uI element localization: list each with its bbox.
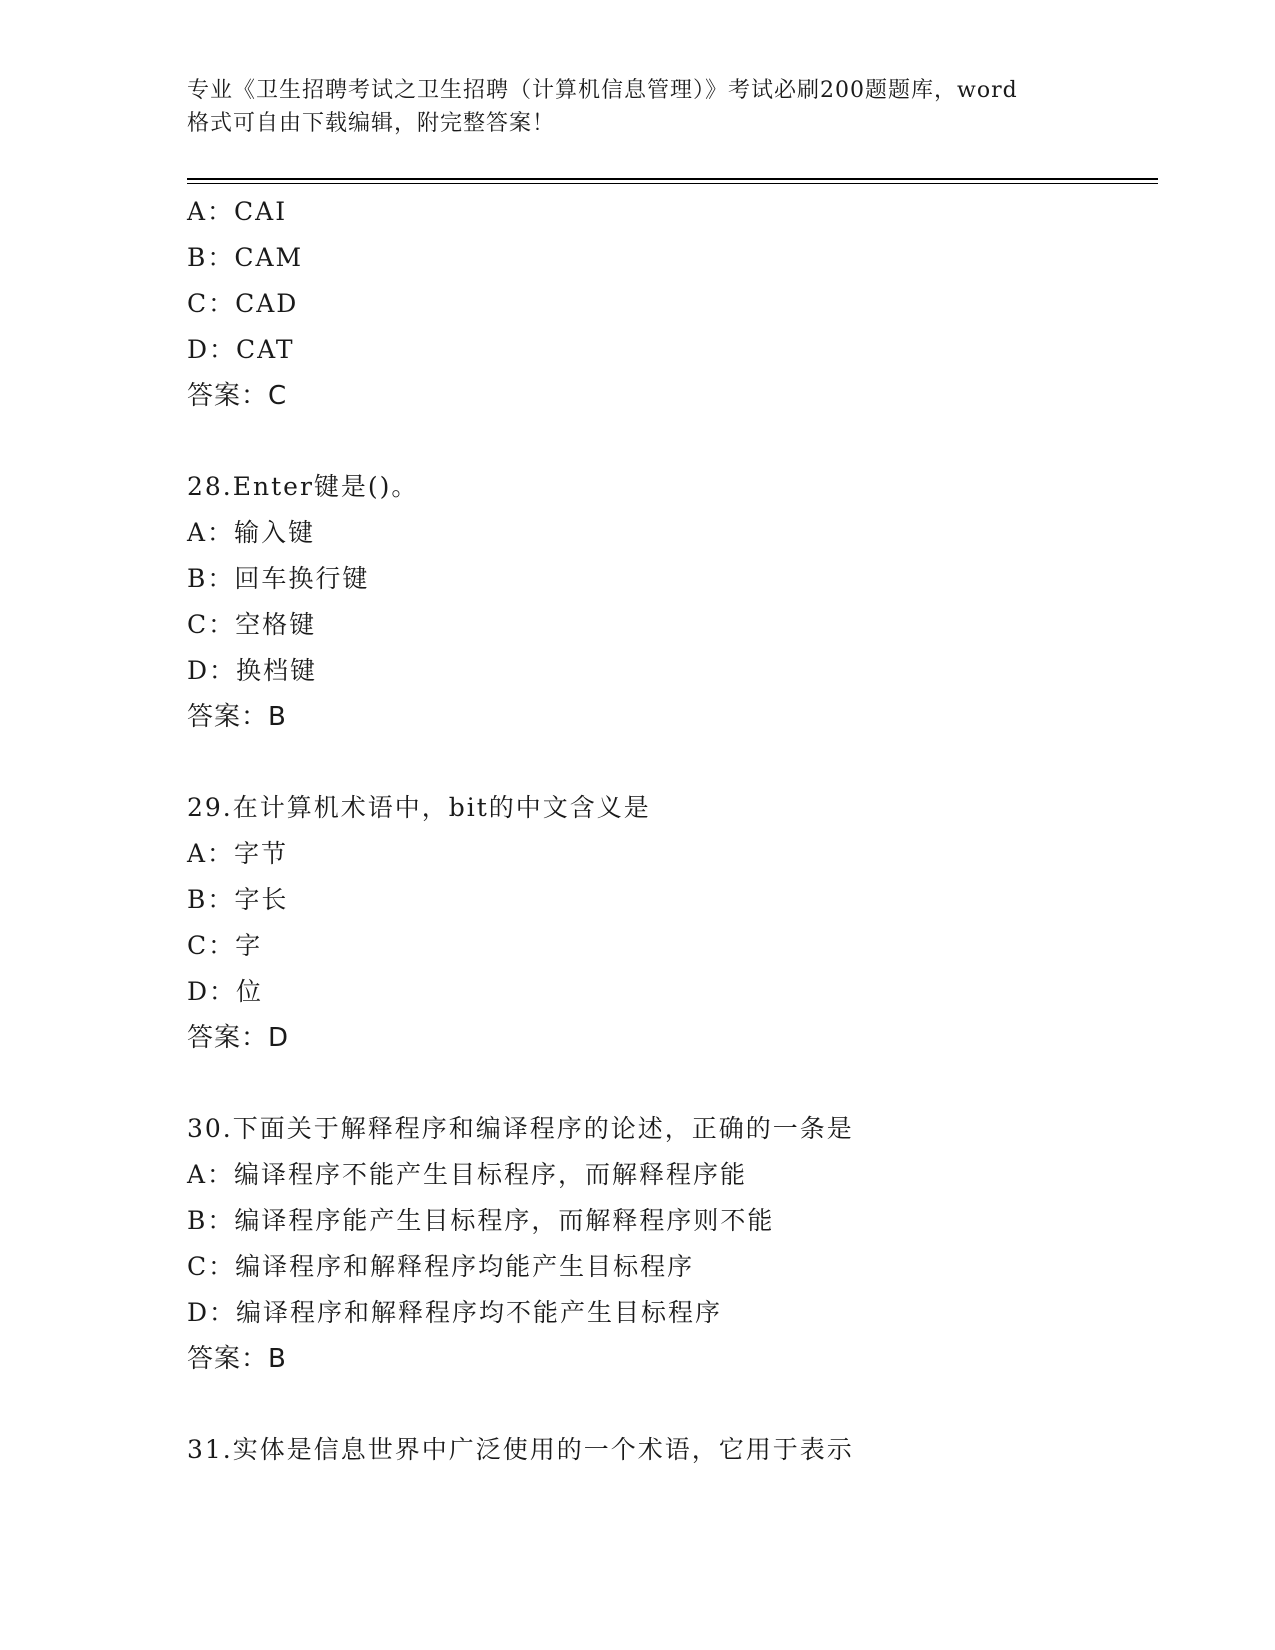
option-b: B：CAM (187, 243, 304, 272)
option-d: D：换档键 (187, 656, 318, 685)
question-29 (187, 785, 1167, 1061)
spacer (187, 1382, 1167, 1427)
header-title-line-2: 格式可自由下载编辑，附完整答案！ (187, 111, 556, 136)
option-c: C：字 (187, 931, 263, 960)
option-b: B：回车换行键 (187, 564, 370, 593)
option-d: D：编译程序和解释程序均不能产生目标程序 (187, 1298, 723, 1327)
document-header (187, 74, 1087, 140)
option-c: C：编译程序和解释程序均能产生目标程序 (187, 1252, 695, 1281)
option-d: D：位 (187, 977, 264, 1006)
question-30 (187, 1106, 1167, 1382)
option-c: C：空格键 (187, 610, 317, 639)
option-b: B：编译程序能产生目标程序，而解释程序则不能 (187, 1206, 775, 1235)
question-stem: 31.实体是信息世界中广泛使用的一个术语，它用于表示 (187, 1435, 854, 1464)
spacer (187, 419, 1167, 464)
option-a: A：字节 (187, 839, 289, 868)
question-stem: 30.下面关于解释程序和编译程序的论述，正确的一条是 (187, 1114, 854, 1143)
option-b: B：字长 (187, 885, 289, 914)
question-31 (187, 1427, 1167, 1473)
option-a: A：CAI (187, 197, 288, 226)
header-title-line-1: 专业《卫生招聘考试之卫生招聘（计算机信息管理）》考试必刷200题题库，word (187, 78, 1018, 103)
question-27-continued (187, 189, 1167, 419)
question-28 (187, 464, 1167, 740)
option-d: D：CAT (187, 335, 295, 364)
header-divider-thin (187, 183, 1158, 184)
question-stem: 29.在计算机术语中，bit的中文含义是 (187, 793, 651, 822)
header-divider-thick (187, 178, 1158, 180)
option-c: C：CAD (187, 289, 299, 318)
spacer (187, 740, 1167, 785)
answer: 答案：C (187, 381, 288, 411)
answer: 答案：D (187, 1023, 290, 1053)
spacer (187, 1061, 1167, 1106)
option-a: A：输入键 (187, 518, 316, 547)
question-stem: 28.Enter键是()。 (187, 472, 419, 501)
question-list (187, 189, 1167, 1473)
answer: 答案：B (187, 702, 287, 732)
option-a: A：编译程序不能产生目标程序，而解释程序能 (187, 1160, 748, 1189)
answer: 答案：B (187, 1344, 287, 1374)
